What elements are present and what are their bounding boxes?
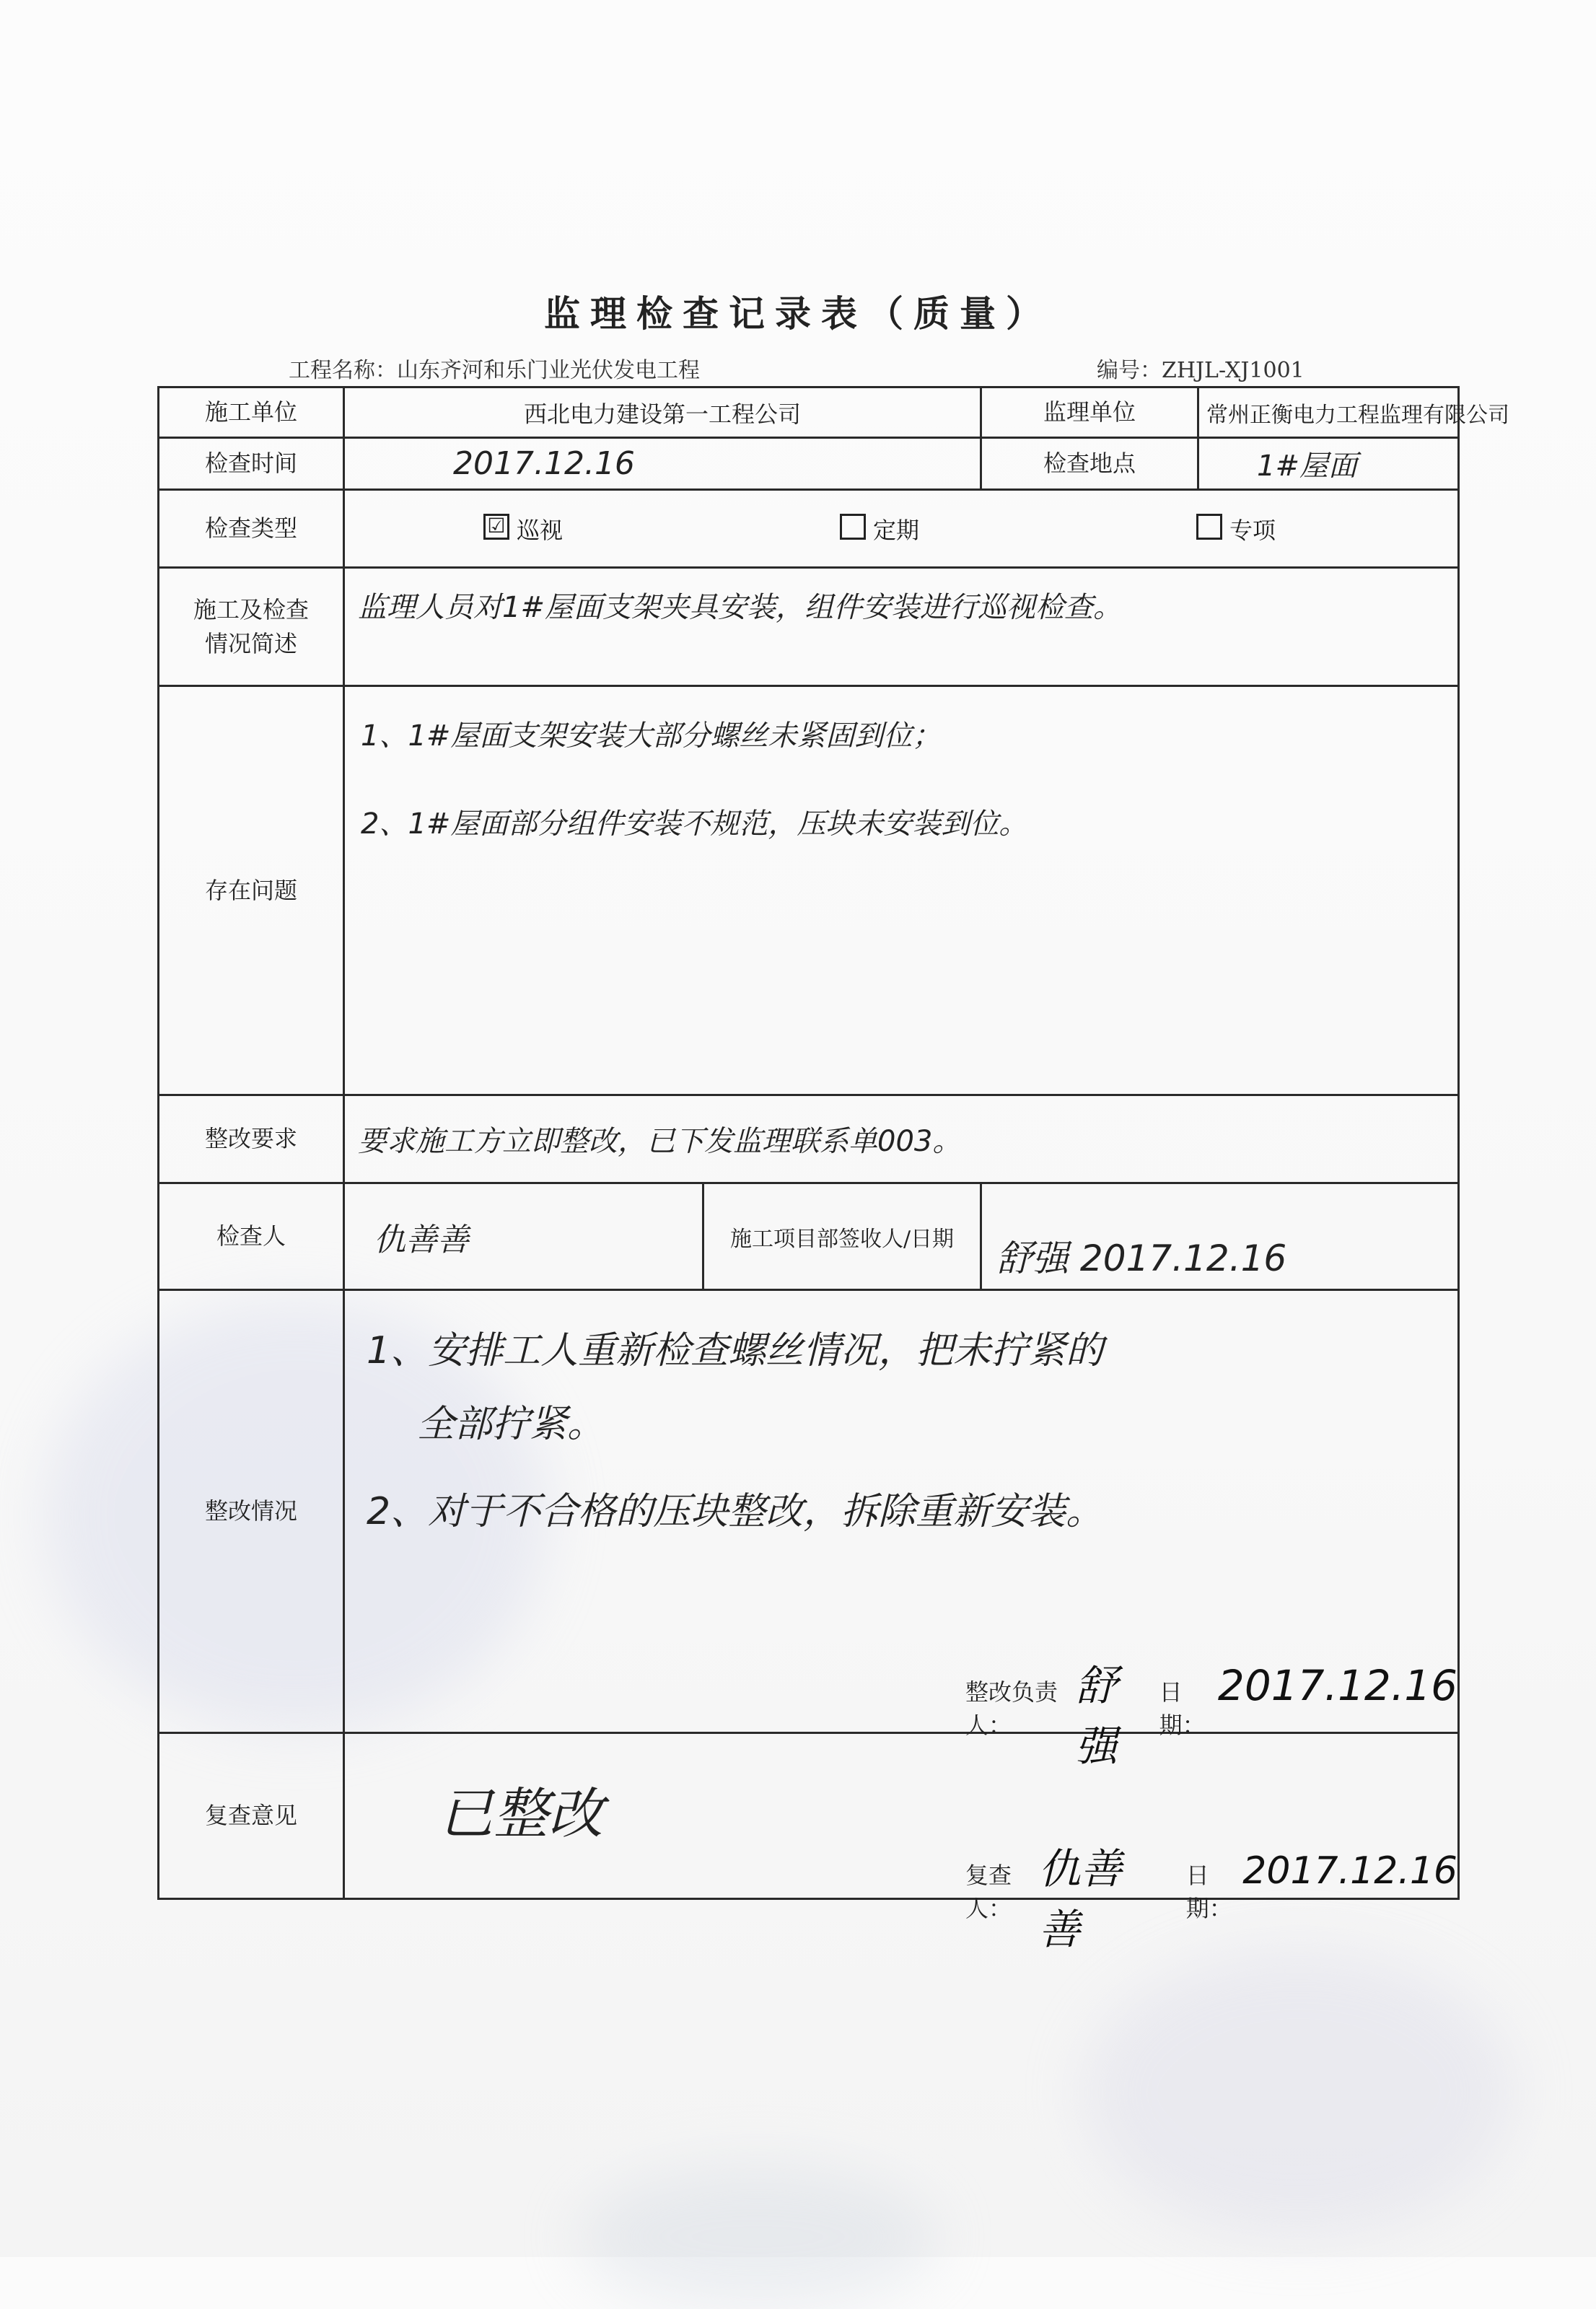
check-time-label: 检查时间 [159,438,344,490]
review-label: 复查意见 [159,1733,344,1899]
row-rectification [159,1290,1459,1733]
receipt-signature: 舒强 2017.12.16 [981,1183,1459,1290]
responsible-label: 整改负责人： [965,1678,1058,1739]
description-label-line2: 情况简述 [204,629,297,657]
review-content [344,1733,1459,1954]
issue-line-1: 1、1#屋面支架安装大部分螺丝未紧固到位； [361,719,942,753]
scan-smudge [577,2165,938,2309]
rectification-line-2: 全部拧紧。 [417,1402,605,1446]
responsible-signature: 舒强 [1075,1661,1118,1771]
reviewer-label: 复查人： [965,1862,1012,1922]
description-label-line1: 施工及检查 [193,596,309,624]
requirements-text: 要求施工方立即整改，已下发监理联系单003。 [344,1095,1459,1183]
option-special-label: 专项 [1229,516,1276,544]
option-periodic[interactable] [840,512,919,546]
project-label: 工程名称： [289,358,397,383]
patrol-checkbox[interactable]: ☑ [483,514,509,540]
reviewer-signature: 仇善善 [1038,1844,1123,1954]
supervision-unit-label: 监理单位 [981,387,1198,438]
check-location-value: 1#屋面 [1198,438,1459,490]
row-inspector [159,1183,1459,1290]
rectification-date-label: 日期： [1159,1678,1206,1739]
check-type-label: 检查类型 [159,490,344,568]
option-patrol-label: 巡视 [516,516,563,544]
row-units [159,387,1459,438]
option-special[interactable] [1196,512,1276,546]
doc-no-label: 编号： [1097,358,1162,383]
review-opinion: 已整改 [439,1782,603,1846]
description-label [159,568,344,686]
scan-smudge [1082,1948,1515,2237]
document-number [1097,352,1305,384]
row-time-location [159,438,1459,490]
check-time-value: 2017.12.16 [344,438,981,490]
rectification-line-3: 2、对于不合格的压块整改，拆除重新安装。 [367,1490,1104,1534]
periodic-checkbox[interactable] [840,514,866,540]
issues-content [344,686,1459,1095]
check-type-options [344,490,1459,568]
row-check-type [159,490,1459,568]
description-text: 监理人员对1#屋面支架夹具安装，组件安装进行巡视检查。 [344,568,1459,686]
issue-line-2: 2、1#屋面部分组件安装不规范，压块未安装到位。 [361,807,1028,841]
construction-unit-value: 西北电力建设第一工程公司 [344,387,981,438]
row-issues [159,686,1459,1095]
doc-no-value: ZHJL-XJ1001 [1162,358,1305,383]
supervision-unit-value: 常州正衡电力工程监理有限公司 [1198,387,1459,438]
option-periodic-label: 定期 [872,516,919,544]
review-signature-row [965,1835,1457,1956]
rectification-label: 整改情况 [159,1290,344,1733]
rectification-line-1: 1、安排工人重新检查螺丝情况，把未拧紧的 [367,1329,1104,1372]
requirements-label: 整改要求 [159,1095,344,1183]
rectification-content [344,1290,1459,1771]
row-requirements [159,1095,1459,1183]
project-name [289,352,700,384]
check-location-label: 检查地点 [981,438,1198,490]
review-date: 2017.12.16 [1242,1849,1458,1893]
inspection-form-table [157,386,1510,1954]
rectification-date: 2017.12.16 [1217,1661,1458,1710]
review-date-label: 日期： [1185,1862,1232,1922]
special-checkbox[interactable] [1196,514,1222,540]
row-description [159,568,1459,686]
receipt-label: 施工项目部签收人/日期 [703,1183,981,1290]
construction-unit-label: 施工单位 [159,387,344,438]
inspector-label: 检查人 [159,1183,344,1290]
project-value: 山东齐河和乐门业光伏发电工程 [397,358,700,383]
option-patrol[interactable] [483,512,563,546]
row-review [159,1733,1459,1899]
issues-label: 存在问题 [159,686,344,1095]
form-title: 监理检查记录表（质量） [544,292,1052,335]
inspector-name: 仇善善 [344,1183,703,1290]
